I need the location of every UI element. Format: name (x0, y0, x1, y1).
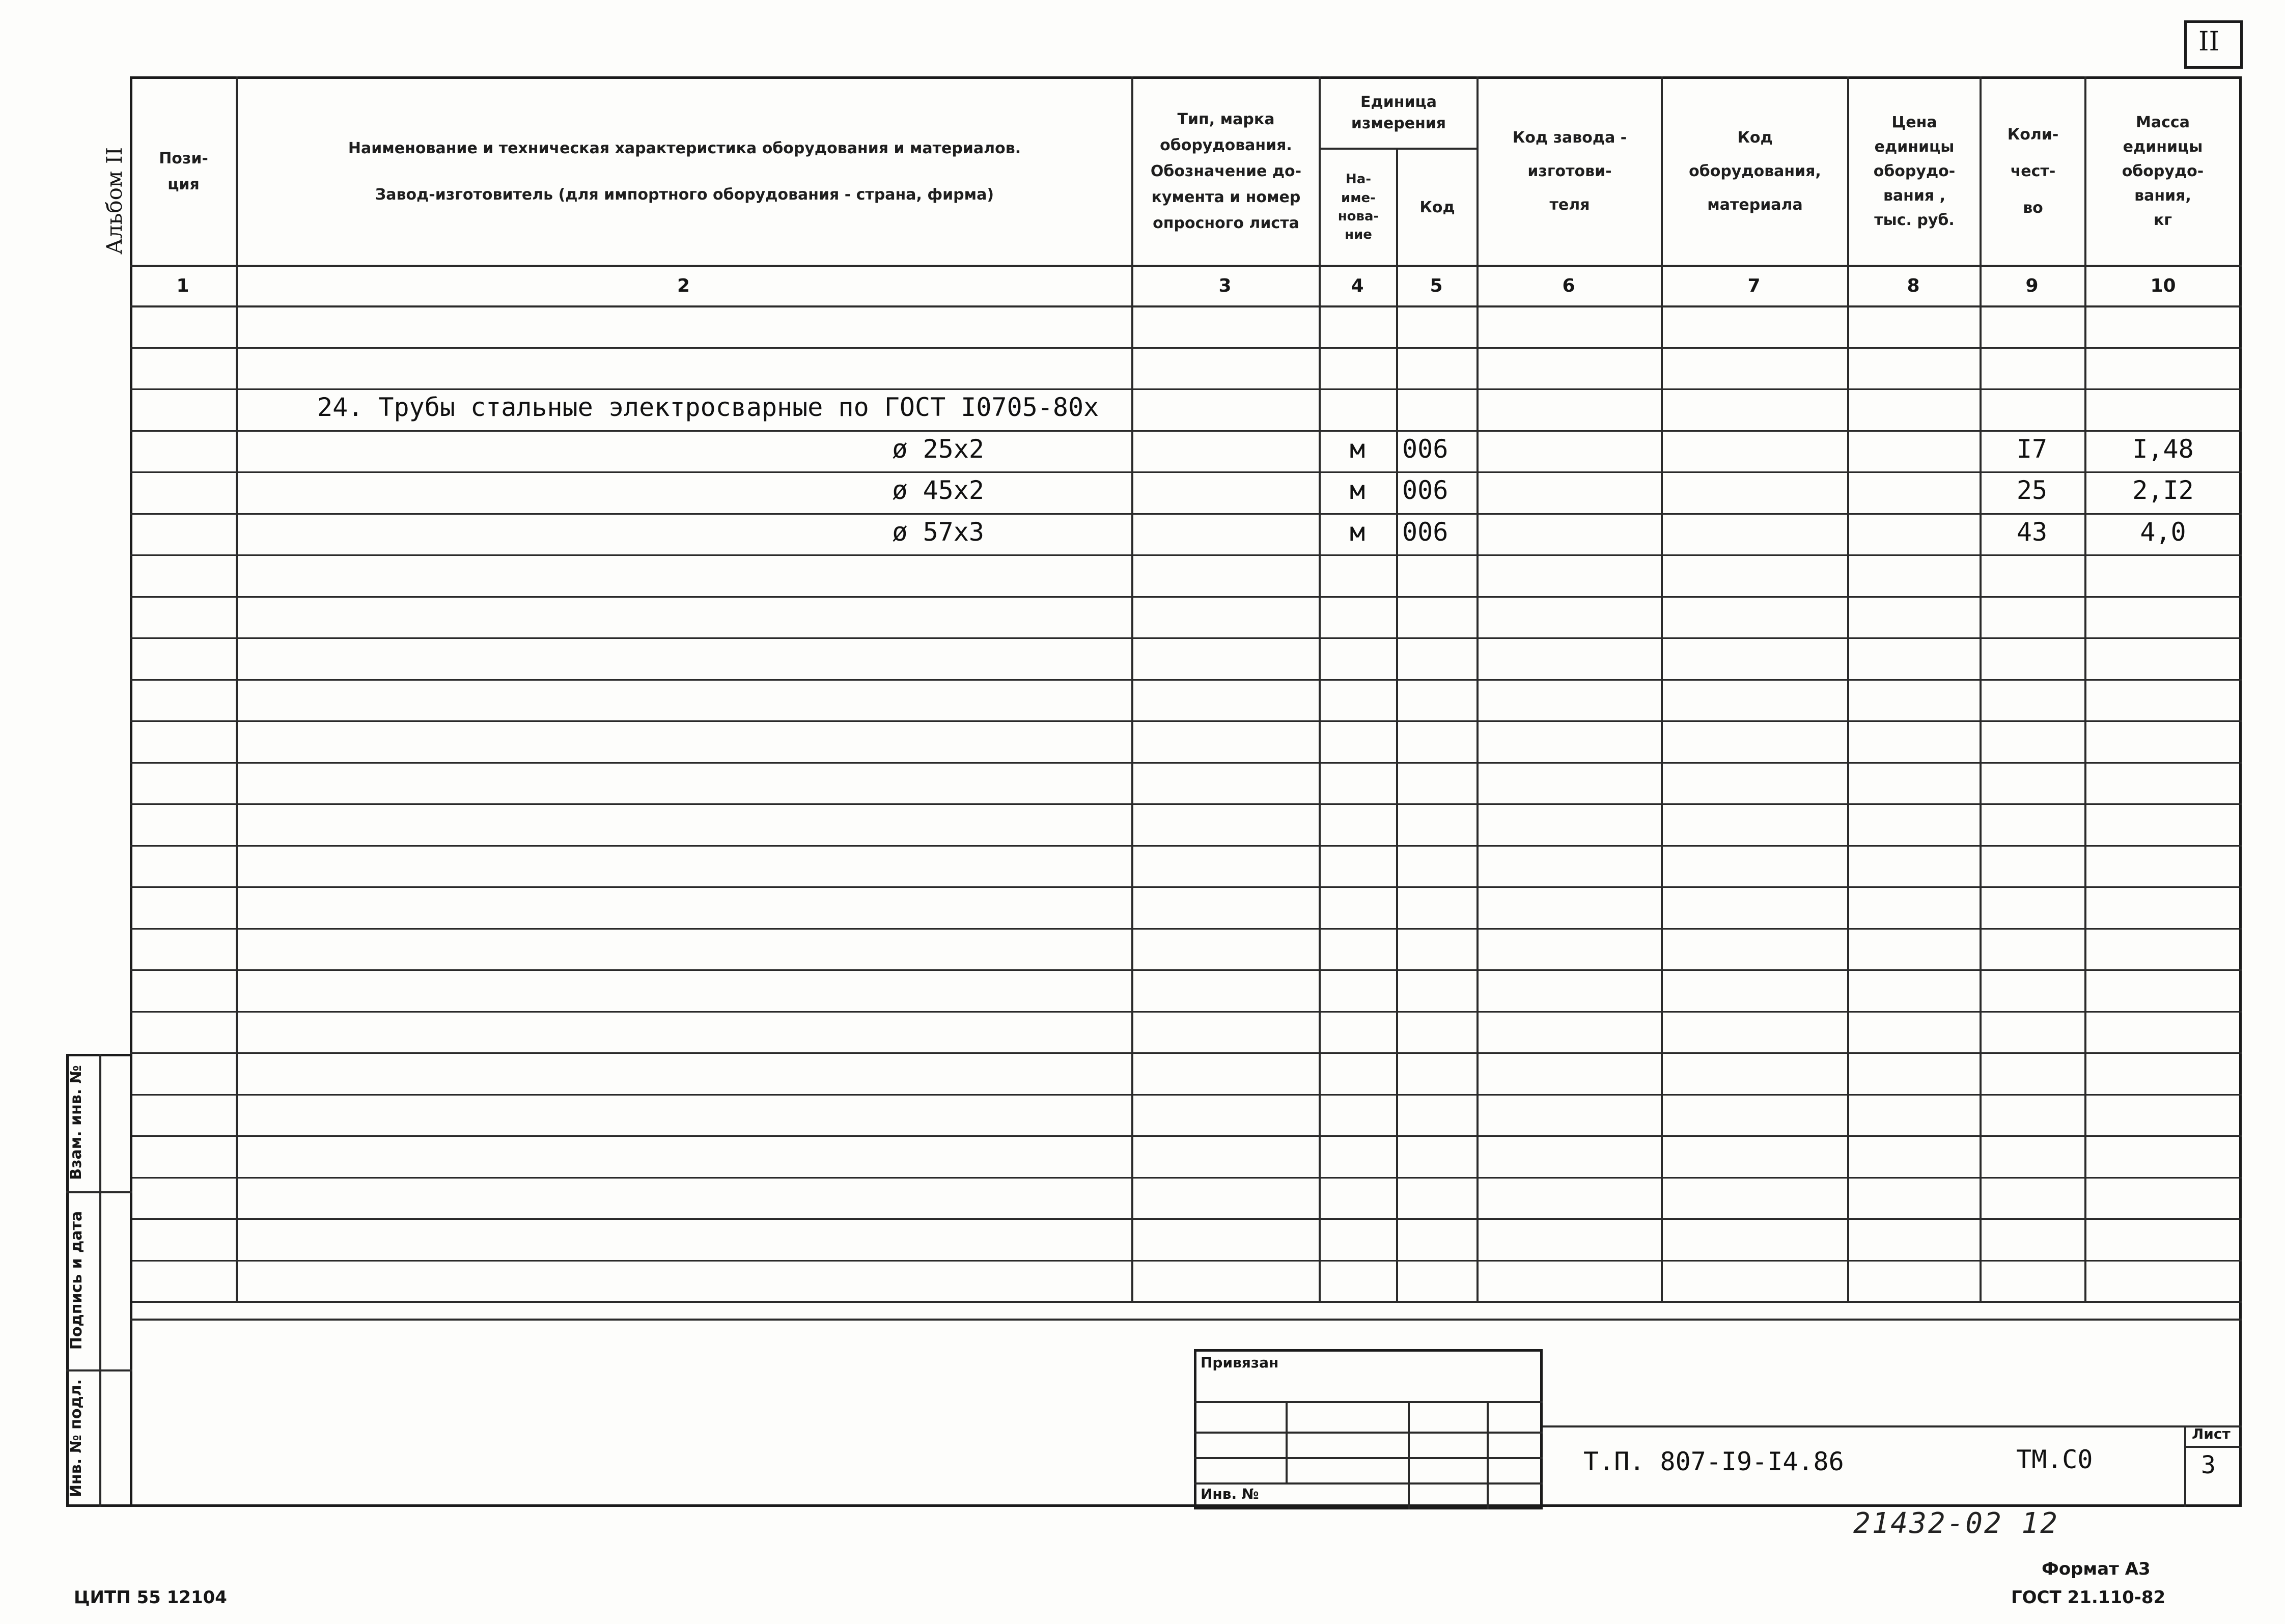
column-line (1661, 76, 1663, 1301)
side-stamp-original-inv: Инв. № подл. (67, 1379, 85, 1498)
unit-name: м (1349, 475, 1366, 505)
column-number: 10 (2150, 275, 2176, 296)
column-number: 9 (2025, 275, 2039, 296)
side-stamp-replaced-inv: Взам. инв. № (67, 1065, 85, 1180)
binding-line2 (1194, 1432, 1543, 1434)
column-line (1131, 76, 1133, 1301)
table-row (130, 679, 2242, 681)
unit-code: 006 (1402, 475, 1448, 505)
table-row (130, 1177, 2242, 1179)
table-row (130, 430, 2242, 432)
list-label: Лист (2192, 1425, 2231, 1442)
header-unit-code: Код (1419, 198, 1455, 216)
header-position: Пози- ция (159, 149, 208, 193)
list-number: 3 (2201, 1451, 2216, 1479)
table-row (130, 969, 2242, 971)
column-number: 7 (1747, 275, 1761, 296)
column-number: 1 (176, 275, 189, 296)
header-type: Тип, марка оборудования. Обозначение до- кумента и номер опросного листа (1150, 110, 1302, 232)
column-number: 4 (1351, 275, 1364, 296)
column-line (1476, 76, 1479, 1301)
header-mass: Масса единицы оборудо- вания, кг (2122, 113, 2204, 229)
table-row (130, 637, 2242, 639)
table-row (130, 554, 2242, 556)
table-row (130, 928, 2242, 930)
table-row (130, 1260, 2242, 1262)
unit-code: 006 (1402, 517, 1448, 547)
unit-name: м (1349, 517, 1366, 547)
table-row (130, 1301, 2242, 1303)
item-size: ø 57х3 (892, 517, 984, 547)
binding-inv-label: Инв. № (1201, 1486, 1259, 1502)
table-row (130, 471, 2242, 473)
binding-vline1 (1286, 1401, 1288, 1482)
quantity: 25 (2016, 475, 2048, 505)
column-line (1980, 76, 1982, 1301)
header-name-line1: Наименование и техническая характеристика оборудования и материалов. (348, 139, 1021, 157)
header-name (238, 78, 1131, 265)
document-mark: ТМ.С0 (2016, 1445, 2093, 1474)
document-code: Т.П. 807-I9-I4.86 (1583, 1447, 1844, 1476)
header-quantity: Коли- чест- во (2007, 125, 2059, 217)
list-box-left (2184, 1425, 2186, 1507)
binding-line3 (1194, 1457, 1543, 1459)
table-row (130, 1135, 2242, 1137)
column-number: 5 (1430, 275, 1443, 296)
column-number: 6 (1562, 275, 1575, 296)
binding-vline2 (1408, 1401, 1410, 1509)
unit-mass: 2,I2 (2132, 475, 2194, 505)
side-stamp-sep1 (66, 1191, 132, 1193)
table-row (130, 1218, 2242, 1220)
table-row (130, 388, 2242, 390)
binding-label: Привязан (1201, 1354, 1279, 1371)
table-row (130, 513, 2242, 515)
quantity: I7 (2016, 434, 2048, 464)
side-stamp-divider (99, 1054, 101, 1507)
handwritten-number: 21432-02 12 (1853, 1507, 2059, 1540)
table-row (130, 347, 2242, 349)
title-block-top-line (130, 1319, 2242, 1321)
binding-line4 (1194, 1482, 1543, 1485)
table-row (130, 845, 2242, 847)
binding-vline3 (1487, 1401, 1489, 1509)
list-box-mid (2184, 1446, 2242, 1448)
column-number: 8 (1907, 275, 1920, 296)
standard-label: ГОСТ 21.110-82 (2011, 1587, 2166, 1608)
table-row (130, 803, 2242, 805)
item-name: 24. Трубы стальные электросварные по ГОСТ I0705-80х (317, 393, 1099, 422)
header-maker-code: Код завода - изготови- теля (1512, 128, 1627, 214)
table-row (130, 762, 2242, 764)
printer-label: ЦИТП 55 12104 (74, 1587, 227, 1608)
unit-code: 006 (1402, 434, 1448, 464)
quantity: 43 (2016, 517, 2048, 547)
table-row (130, 1011, 2242, 1013)
column-line (236, 76, 238, 1301)
item-size: ø 25х2 (892, 434, 984, 464)
column-line (1319, 76, 1321, 1301)
table-row (130, 1094, 2242, 1096)
doc-strip-line (1543, 1425, 2242, 1427)
header-unit-name: На- име- нова- ние (1337, 172, 1379, 243)
header-price: Цена единицы оборудо- вания , тыс. руб. (1873, 113, 1956, 229)
table-row (130, 720, 2242, 722)
table-row (130, 1052, 2242, 1054)
column-number: 2 (677, 275, 690, 296)
album-label: Альбом II (102, 147, 127, 255)
side-stamp-signature-date: Подпись и дата (68, 1211, 86, 1350)
header-name-line2: Завод-изготовитель (для импортного оборудования - страна, фирма) (375, 185, 994, 204)
unit-mass: 4,0 (2140, 517, 2186, 547)
column-line (1847, 76, 1849, 1301)
table-row (130, 596, 2242, 598)
header-unit: Единица измерения (1351, 93, 1446, 132)
unit-name: м (1349, 434, 1366, 464)
sheet-number-top: II (2198, 26, 2220, 57)
item-size: ø 45х2 (892, 475, 984, 505)
column-line (1396, 148, 1398, 1301)
header-material-code: Код оборудования, материала (1689, 128, 1821, 214)
column-line (2084, 76, 2086, 1301)
column-number: 3 (1218, 275, 1232, 296)
unit-mass: I,48 (2132, 434, 2194, 464)
format-label: Формат А3 (2042, 1559, 2151, 1579)
binding-line1 (1194, 1401, 1543, 1403)
table-row (130, 886, 2242, 888)
